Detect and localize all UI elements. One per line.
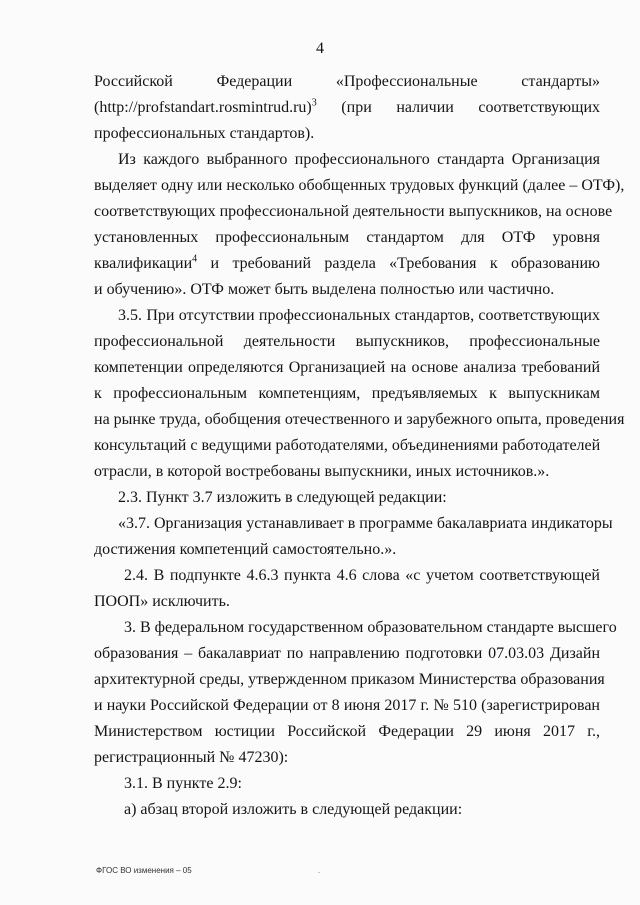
- p7-line-5: Министерством юстиции Российской Федерации 29 июня 2017 г.,: [94, 723, 600, 740]
- p6-line-1: 2.4. В подпункте 4.6.3 пункта 4.6 слова «с учетом соответствующей: [124, 567, 600, 584]
- footer-mark: .: [318, 866, 320, 875]
- p7-line-2: образования – бакалавриат по направлению подготовки 07.03.03 Дизайн: [94, 645, 600, 662]
- p2-line-2: выделяет одну или несколько обобщенных трудовых функций (далее – ОТФ),: [94, 177, 625, 194]
- p4-line-1: 2.3. Пункт 3.7 изложить в следующей редакции:: [118, 489, 447, 506]
- p3-line-6: консультаций с ведущими работодателями, объединениями работодателей: [94, 437, 601, 454]
- p3-line-5: на рынке труда, обобщения отечественного и зарубежного опыта, проведения: [94, 411, 625, 428]
- p7-line-4: и науки Российской Федерации от 8 июня 2017 г. № 510 (зарегистрирован: [94, 697, 600, 714]
- p5-line-2: достижения компетенций самостоятельно.».: [94, 541, 397, 558]
- p7-line-6: регистрационный № 47230):: [94, 749, 289, 766]
- p7-line-1: 3. В федеральном государственном образовательном стандарте высшего: [124, 619, 617, 636]
- p5-line-1: «3.7. Организация устанавливает в программе бакалавриата индикаторы: [118, 515, 613, 532]
- p6-line-2: ПООП» исключить.: [94, 593, 230, 610]
- p1-line-1: Российской Федерации «Профессиональные стандарты»: [94, 73, 600, 90]
- page-number: 4: [316, 40, 324, 57]
- p1-line-3: профессиональных стандартов).: [94, 125, 315, 142]
- p3-line-1: 3.5. При отсутствии профессиональных стандартов, соответствующих: [118, 307, 600, 324]
- p8-line-1: 3.1. В пункте 2.9:: [124, 775, 242, 792]
- p1-line-2-rest: (при наличии соответствующих: [316, 99, 600, 116]
- p2-line-5: [94, 254, 600, 274]
- profstandart-url: (http://profstandart.rosmintrud.ru): [94, 99, 312, 116]
- p3-line-3: компетенции определяются Организацией на основе анализа требований: [94, 359, 600, 376]
- p2-line-4: установленных профессиональным стандартом для ОТФ уровня: [94, 229, 600, 246]
- p3-line-2: профессиональной деятельности выпускников, профессиональные: [94, 333, 600, 350]
- p2-line-5-b: и требований раздела «Требования к образованию: [197, 255, 600, 272]
- p2-line-6: и обучению». ОТФ может быть выделена полностью или частично.: [94, 281, 555, 298]
- p9-line-1: а) абзац второй изложить в следующей редакции:: [124, 801, 463, 818]
- footer-doc-id: ФГОС ВО изменения – 05: [96, 866, 192, 875]
- p2-line-5-a: квалификации: [94, 255, 193, 272]
- p2-line-3: соответствующих профессиональной деятельности выпускников, на основе: [94, 203, 613, 220]
- p1-line-2: [94, 98, 600, 118]
- p7-line-3: архитектурной среды, утвержденном приказом Министерства образования: [94, 671, 605, 688]
- p3-line-4: к профессиональным компетенциям, предъявляемых к выпускникам: [94, 385, 600, 402]
- p2-line-1: Из каждого выбранного профессионального стандарта Организация: [118, 151, 600, 168]
- footnote-ref-3: 3: [311, 97, 317, 109]
- p3-line-7: отрасли, в которой востребованы выпускники, иных источников.».: [94, 463, 550, 480]
- footnote-ref-4: 4: [192, 253, 198, 265]
